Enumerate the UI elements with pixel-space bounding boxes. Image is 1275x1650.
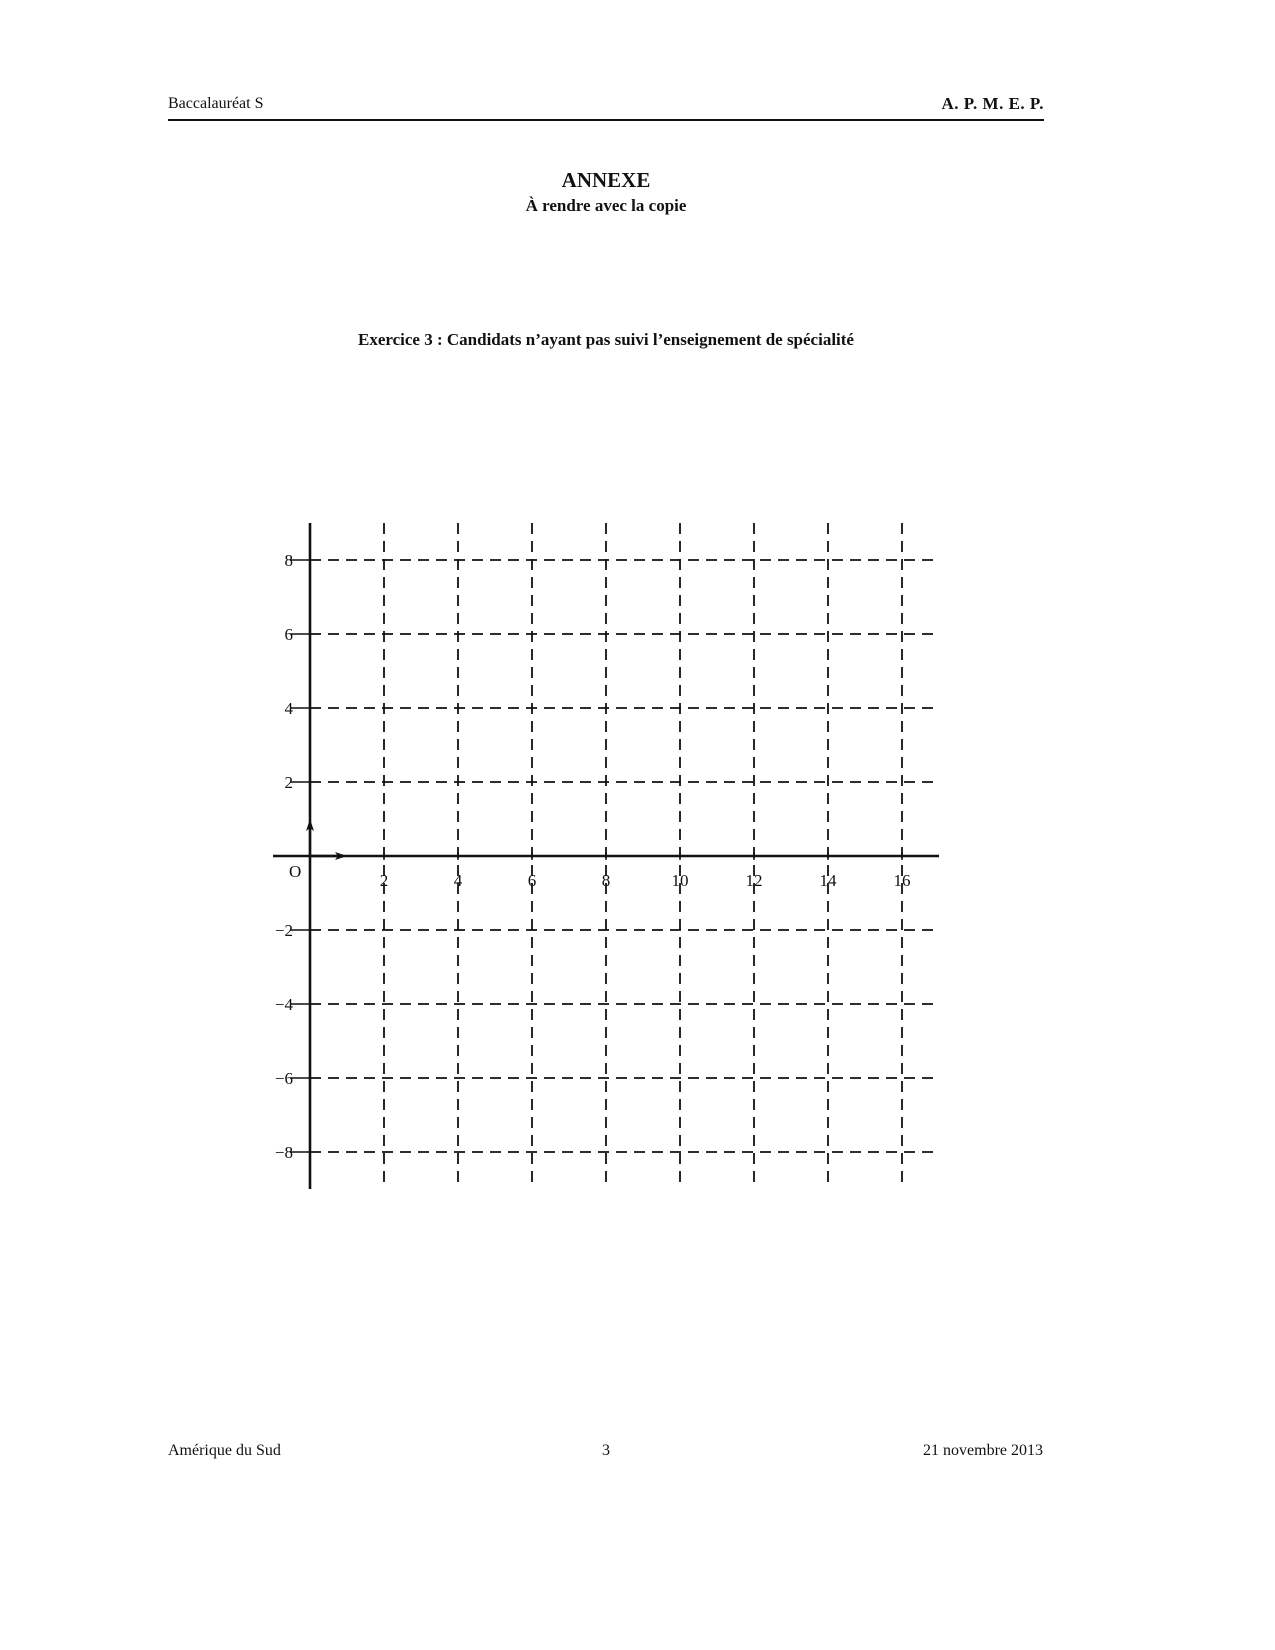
origin-label: O [289,862,302,881]
page-number: 3 [602,1442,610,1459]
x-tick-label: 8 [601,871,611,890]
x-tick-label: 2 [379,871,389,890]
header-publisher: A. P. M. E. P. [941,94,1044,113]
x-tick-label: 16 [893,871,911,890]
y-tick-label: −8 [274,1143,293,1162]
footer-date: 21 novembre 2013 [923,1442,1043,1459]
x-tick-label: 10 [671,871,689,890]
annex-subtitle: À rendre avec la copie [525,196,687,215]
exercise-heading: Exercice 3 : Candidats n’ayant pas suivi l’enseignement de spécialité [358,330,854,349]
footer-location: Amérique du Sud [168,1442,281,1459]
annex-title: ANNEXE [561,168,651,192]
y-tick-label: 8 [284,551,293,570]
y-tick-label: 2 [284,773,293,792]
header-exam-title: Baccalauréat S [168,95,264,112]
y-tick-label: −2 [274,921,293,940]
x-tick-label: 6 [527,871,537,890]
y-tick-label: −6 [274,1069,293,1088]
y-tick-label: 6 [284,625,293,644]
y-tick-label: −4 [274,995,293,1014]
x-tick-label: 4 [453,871,463,890]
y-tick-label: 4 [284,699,293,718]
x-tick-label: 12 [745,871,763,890]
x-tick-label: 14 [819,871,837,890]
